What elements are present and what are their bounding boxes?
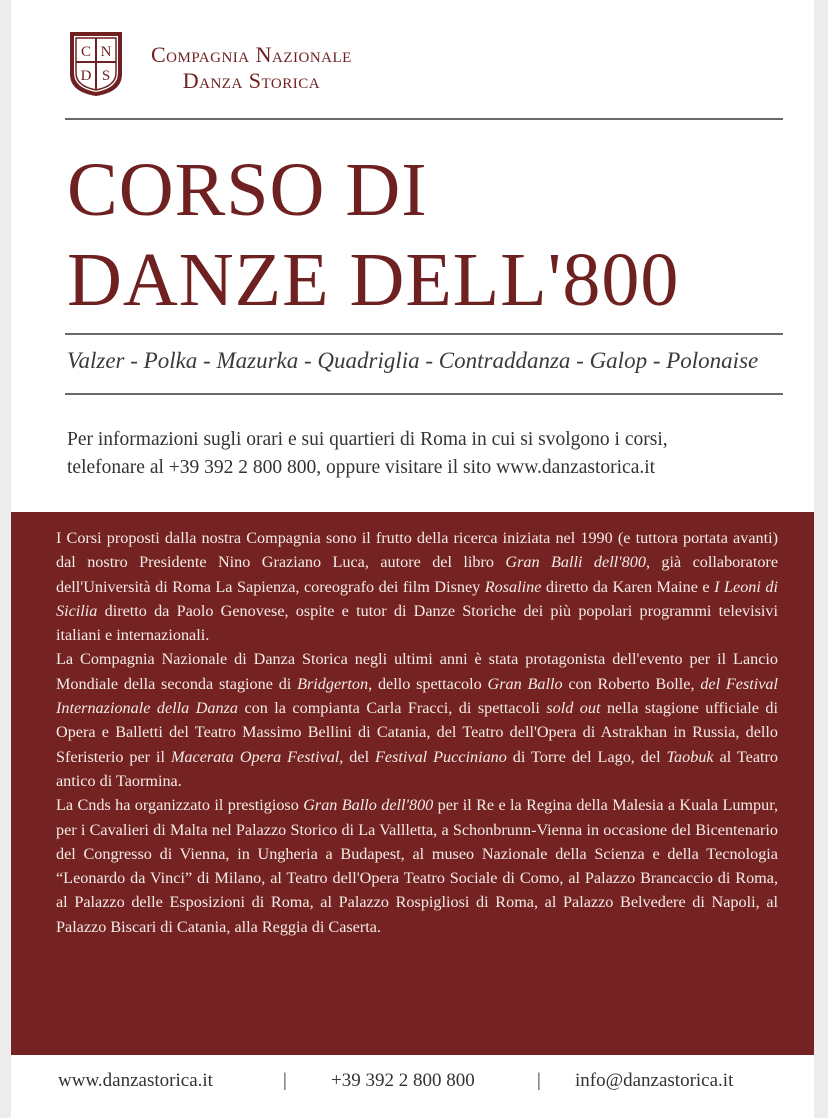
body-text: La Compagnia Nazionale di Danza Storica negli ultimi anni è stata protagonista dell'evento per il Lancio Mondiale della seconda stagione di — [56, 650, 778, 693]
italic-title: Gran Ballo — [487, 674, 563, 693]
info-line-1: Per informazioni sugli orari e sui quartieri di Roma in cui si svolgono i corsi, — [67, 429, 668, 450]
title-line-2: DANZE DELL'800 — [67, 238, 680, 322]
italic-title: Macerata Opera Festival — [170, 747, 340, 766]
divider-top — [65, 118, 783, 120]
paragraph-history — [56, 526, 778, 647]
logo-letter-d: D — [80, 68, 92, 84]
body-text: , del — [339, 747, 376, 766]
logo-letter-n: N — [100, 44, 112, 60]
body-text: , dello spettacolo — [368, 674, 488, 693]
info-text — [67, 426, 787, 482]
logo-letter-s: S — [101, 68, 111, 84]
body-text: I Corsi proposti dalla nostra Compagnia sono il frutto della ricerca iniziata nel 1990 (e tuttora portata avanti) dal nostro Presidente Nino Graziano Luca, autore del libro — [56, 529, 778, 572]
italic-title: Gran Ballo dell'800 — [303, 796, 434, 815]
body-text: al Teatro antico di Taormina. — [56, 747, 779, 790]
body-text: nella stagione ufficiale di Opera e Balletti del Teatro Massimo Bellini di Catania, del Teatro dell'Opera di Astrakhan in Russia, dello Sferisterio per il — [56, 699, 778, 766]
body-text: di Torre del Lago, del — [506, 747, 667, 766]
body-text: diretto da Karen Maine e — [541, 577, 715, 596]
italic-title: Gran Balli dell'800 — [505, 553, 646, 572]
description-panel — [11, 512, 814, 1055]
italic-title: Bridgerton — [297, 674, 369, 693]
italic-title: Festival Pucciniano — [375, 747, 507, 766]
logo-line-2: Danza Storica — [182, 68, 321, 93]
divider-lower — [65, 393, 783, 395]
page-title — [67, 145, 679, 325]
italic-title: Taobuk — [666, 747, 714, 766]
italic-title: Rosaline — [484, 577, 542, 596]
italic-title: sold out — [546, 699, 601, 718]
footer-separator: | — [283, 1070, 287, 1091]
footer-website-link[interactable]: www.danzastorica.it — [58, 1070, 213, 1091]
paragraph-events — [56, 647, 778, 793]
footer-separator: | — [537, 1070, 541, 1091]
divider-middle — [65, 333, 783, 335]
italic-title: del Festival Internazionale della Danza — [56, 674, 779, 718]
body-text: con la compianta Carla Fracci, di spettacoli — [237, 699, 547, 718]
footer-contacts — [11, 1070, 814, 1098]
info-line-2: telefonare al +39 392 2 800 800, oppure visitare il sito www.danzastorica.it — [67, 457, 656, 478]
title-line-1: CORSO DI — [67, 148, 428, 232]
italic-title: I Leoni di Sicilia — [56, 577, 779, 620]
body-text: , già collaboratore dell'Università di Roma La Sapienza, coreografo dei film Disney — [56, 553, 779, 596]
logo-wordmark — [151, 42, 352, 94]
paragraph-venues — [56, 793, 778, 939]
body-text: La Cnds ha organizzato il prestigioso — [56, 796, 304, 815]
body-text: con Roberto Bolle, — [562, 674, 701, 693]
logo-line-1: Compagnia Nazionale — [151, 42, 352, 67]
logo-emblem — [67, 30, 125, 98]
footer-phone-link[interactable]: +39 392 2 800 800 — [331, 1070, 475, 1091]
body-text: per il Re e la Regina della Malesia a Kuala Lumpur, per i Cavalieri di Malta nel Palazzo Storico di La Vallletta, a Schonbrunn-Vienna in occasione del Bicentenario del Congresso di Vienna, in Ungheria a Budapest, al museo Nazionale della Scienza e della Tecnologia “Leonardo da Vinci” di Milano, al Teatro dell'Opera Teatro Sociale di Como, al Palazzo Brancaccio di Roma, al Palazzo delle Esposizioni di Roma, al Palazzo Rospigliosi di Roma, al Palazzo Belvedere di Napoli, al Palazzo Biscari di Catania, alla Reggia di Caserta. — [56, 796, 778, 936]
description-text — [56, 526, 778, 939]
dance-list: Valzer - Polka - Mazurka - Quadriglia - Contraddanza - Galop - Polonaise — [67, 348, 759, 373]
body-text: diretto da Paolo Genovese, ospite e tutor di Danze Storiche dei più popolari programmi televisivi italiani e internazionali. — [56, 601, 778, 645]
logo-letter-c: C — [80, 44, 92, 60]
footer-email-link[interactable]: info@danzastorica.it — [575, 1070, 734, 1091]
